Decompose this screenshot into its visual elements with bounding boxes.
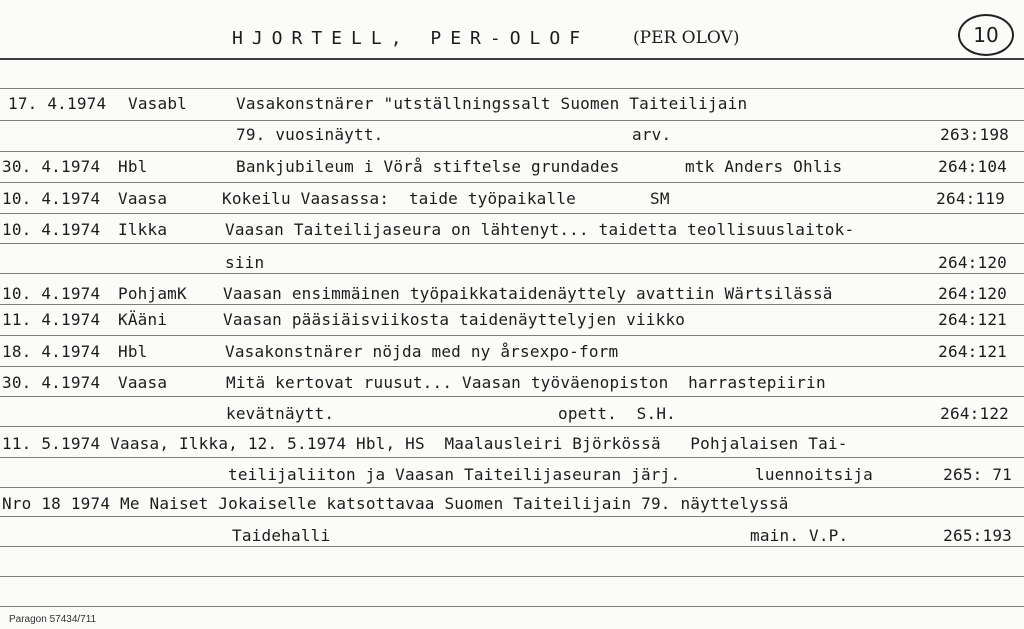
entry-date: 10. 4.1974 [2, 189, 101, 208]
entry-source: Vasabl [128, 94, 187, 113]
entry-note: SM [650, 189, 670, 208]
card-number-circle: 10 [958, 14, 1014, 56]
entry-date: 10. 4.1974 [2, 284, 101, 303]
rule-line [0, 457, 1024, 458]
entry-text: kevätnäytt. [226, 404, 335, 423]
rule-line [0, 304, 1024, 305]
entry-ref: 263:198 [940, 125, 1009, 144]
alternate-name: (PER OLOV) [633, 28, 740, 48]
entry-ref: 265:193 [943, 526, 1012, 545]
rule-line [0, 426, 1024, 427]
entry-text: Vaasan ensimmäinen työpaikkataidenäyttely avattiin Wärtsilässä [223, 284, 833, 303]
header-rule [0, 58, 1024, 60]
card-title: HJORTELL, PER-OLOF [232, 28, 590, 49]
rule-line [0, 213, 1024, 214]
entry-ref: 264:121 [938, 310, 1007, 329]
rule-line [0, 366, 1024, 367]
entry-note: luennoitsija [755, 465, 873, 484]
entry-ref: 265: 71 [943, 465, 1012, 484]
entry-text: Vasakonstnärer nöjda med ny årsexpo-form [225, 342, 619, 361]
rule-line [0, 516, 1024, 517]
entry-source: PohjamK [118, 284, 187, 303]
entry-source: Vaasa [118, 373, 168, 392]
rule-line [0, 576, 1024, 577]
rule-line [0, 487, 1024, 488]
rule-line [0, 396, 1024, 397]
rule-line [0, 335, 1024, 336]
printer-mark: Paragon 57434/711 [9, 614, 97, 625]
entry-text: Bankjubileum i Vörå stiftelse grundades [236, 157, 620, 176]
entry-ref: 264:120 [938, 284, 1007, 303]
entry-line: Nro 18 1974 Me Naiset Jokaiselle katsottavaa Suomen Taiteilijain 79. näyttelyssä [2, 494, 789, 513]
entry-text: Mitä kertovat ruusut... Vaasan työväenopiston harrastepiirin [226, 373, 826, 392]
entry-text: Taidehalli [232, 526, 331, 545]
entry-line: 11. 5.1974 Vaasa, Ilkka, 12. 5.1974 Hbl, HS Maalausleiri Björkössä Pohjalaisen Tai- [2, 434, 848, 453]
entry-ref: 264:120 [938, 253, 1007, 272]
entry-text: Vaasan Taiteilijaseura on lähtenyt... taidetta teollisuuslaitok- [225, 220, 855, 239]
entry-source: Ilkka [118, 220, 168, 239]
entry-ref: 264:119 [936, 189, 1005, 208]
entry-date: 30. 4.1974 [2, 373, 101, 392]
entry-text: Vaasan pääsiäisviikosta taidenäyttelyjen viikko [223, 310, 686, 329]
entry-source: Vaasa [118, 189, 168, 208]
rule-line [0, 546, 1024, 547]
entry-date: 17. 4.1974 [8, 94, 107, 113]
entry-text: siin [225, 253, 265, 272]
entry-ref: 264:104 [938, 157, 1007, 176]
entry-text: Vasakonstnärer "utställningssalt Suomen Taiteilijain [236, 94, 748, 113]
entry-text: 79. vuosinäytt. [236, 125, 384, 144]
entry-source: KÄäni [118, 310, 168, 329]
entry-date: 30. 4.1974 [2, 157, 101, 176]
entry-date: 11. 4.1974 [2, 310, 101, 329]
entry-date: 18. 4.1974 [2, 342, 101, 361]
entry-ref: 264:122 [940, 404, 1009, 423]
rule-line [0, 151, 1024, 152]
rule-line [0, 273, 1024, 274]
rule-line [0, 182, 1024, 183]
entry-note: mtk Anders Ohlis [685, 157, 843, 176]
rule-line [0, 243, 1024, 244]
entry-ref: 264:121 [938, 342, 1007, 361]
rule-line [0, 120, 1024, 121]
entry-note: main. V.P. [750, 526, 849, 545]
entry-note: opett. S.H. [558, 404, 676, 423]
entry-text: Kokeilu Vaasassa: taide työpaikalle [222, 189, 576, 208]
rule-line [0, 88, 1024, 89]
entry-source: Hbl [118, 342, 148, 361]
entry-source: Hbl [118, 157, 148, 176]
entry-date: 10. 4.1974 [2, 220, 101, 239]
entry-text: teilijaliiton ja Vaasan Taiteilijaseuran järj. [228, 465, 681, 484]
entry-note: arv. [632, 125, 672, 144]
rule-line [0, 606, 1024, 607]
